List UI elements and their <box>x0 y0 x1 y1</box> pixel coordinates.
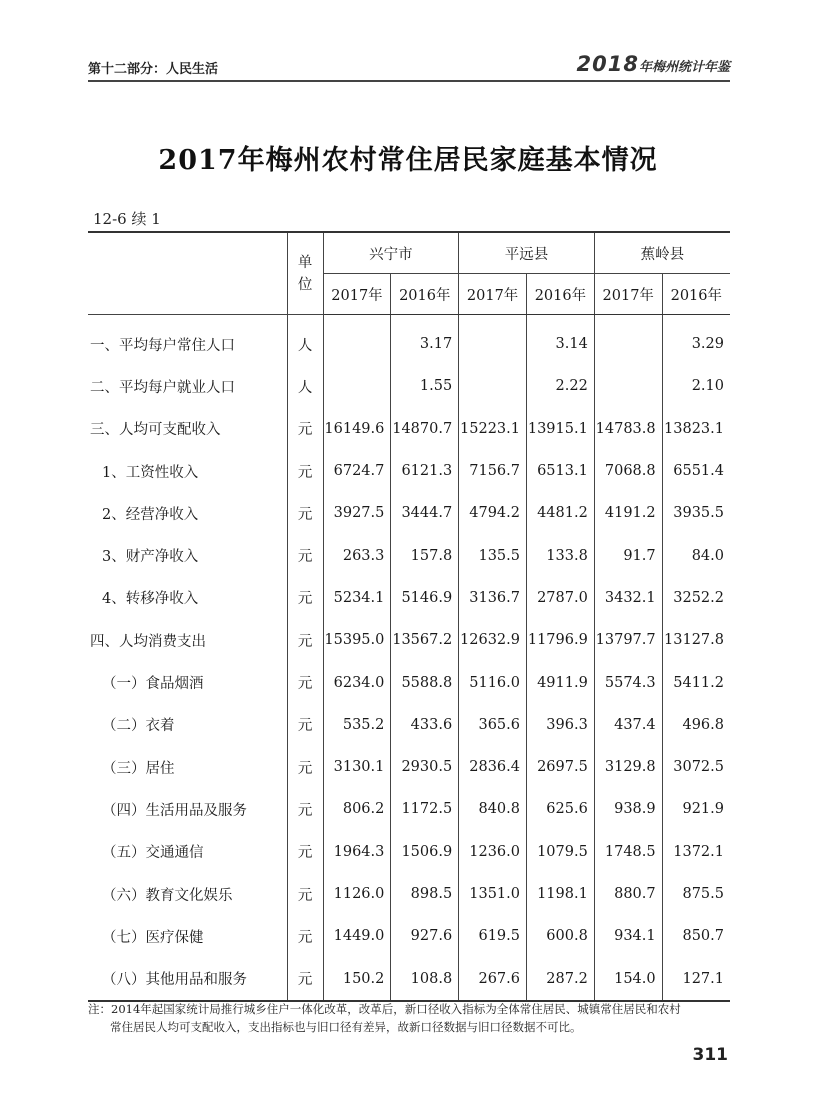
table-row <box>88 408 730 450</box>
value-cell: 927.6 <box>391 915 459 957</box>
unit-header-label: 单 位 <box>297 254 313 293</box>
row-unit: 元 <box>287 577 323 619</box>
value-cell: 1372.1 <box>662 831 730 873</box>
row-unit: 元 <box>287 534 323 576</box>
table-row <box>88 619 730 661</box>
value-cell: 6234.0 <box>323 661 391 703</box>
value-cell: 133.8 <box>527 534 595 576</box>
value-cell: 1506.9 <box>391 831 459 873</box>
region-header: 平远县 <box>459 232 595 274</box>
row-label: （六）教育文化娱乐 <box>102 887 233 904</box>
row-unit: 元 <box>287 831 323 873</box>
table-row <box>88 492 730 534</box>
value-cell: 850.7 <box>662 915 730 957</box>
value-cell: 880.7 <box>594 873 662 915</box>
value-cell: 1172.5 <box>391 788 459 830</box>
value-cell: 84.0 <box>662 534 730 576</box>
row-label: （七）医疗保健 <box>102 929 204 946</box>
value-cell: 496.8 <box>662 704 730 746</box>
value-cell: 5411.2 <box>662 661 730 703</box>
row-unit: 元 <box>287 492 323 534</box>
value-cell: 1351.0 <box>459 873 527 915</box>
value-cell: 154.0 <box>594 957 662 1000</box>
value-cell: 3252.2 <box>662 577 730 619</box>
value-cell: 1236.0 <box>459 831 527 873</box>
value-cell: 14783.8 <box>594 408 662 450</box>
year-header: 2017年 <box>594 274 662 315</box>
value-cell: 91.7 <box>594 534 662 576</box>
value-cell: 15223.1 <box>459 408 527 450</box>
value-cell: 13915.1 <box>527 408 595 450</box>
value-cell: 6513.1 <box>527 450 595 492</box>
value-cell: 2697.5 <box>527 746 595 788</box>
table-row <box>88 788 730 830</box>
value-cell: 11796.9 <box>527 619 595 661</box>
value-cell <box>459 365 527 407</box>
value-cell: 127.1 <box>662 957 730 1000</box>
row-label: 3、财产净收入 <box>102 549 199 566</box>
row-label: 四、人均消费支出 <box>90 633 206 650</box>
value-cell: 5116.0 <box>459 661 527 703</box>
value-cell: 1449.0 <box>323 915 391 957</box>
value-cell: 13127.8 <box>662 619 730 661</box>
row-label: （二）衣着 <box>102 718 175 735</box>
footnote <box>88 1000 733 1036</box>
page-number: 311 <box>692 1045 728 1065</box>
table-row <box>88 315 730 366</box>
value-cell: 263.3 <box>323 534 391 576</box>
value-cell: 6551.4 <box>662 450 730 492</box>
row-unit: 人 <box>287 315 323 366</box>
footnote-line: 注：2014年起国家统计局推行城乡住户一体化改革，改革后，新口径收入指标为全体常住居民、城镇常住居民和农村 <box>88 1002 681 1016</box>
value-cell: 5234.1 <box>323 577 391 619</box>
table-row <box>88 577 730 619</box>
row-label: （一）食品烟酒 <box>102 676 204 693</box>
value-cell: 3.17 <box>391 315 459 366</box>
value-cell: 1964.3 <box>323 831 391 873</box>
running-header <box>88 54 730 82</box>
value-cell: 5588.8 <box>391 661 459 703</box>
row-unit: 元 <box>287 873 323 915</box>
year-header: 2017年 <box>459 274 527 315</box>
table-row <box>88 661 730 703</box>
value-cell: 4911.9 <box>527 661 595 703</box>
table-body <box>88 315 730 1001</box>
value-cell: 1079.5 <box>527 831 595 873</box>
value-cell: 1.55 <box>391 365 459 407</box>
row-unit: 元 <box>287 915 323 957</box>
row-unit: 元 <box>287 619 323 661</box>
value-cell: 365.6 <box>459 704 527 746</box>
value-cell <box>323 315 391 366</box>
value-cell: 3072.5 <box>662 746 730 788</box>
value-cell: 806.2 <box>323 788 391 830</box>
value-cell: 934.1 <box>594 915 662 957</box>
value-cell: 6121.3 <box>391 450 459 492</box>
value-cell: 2787.0 <box>527 577 595 619</box>
value-cell: 12632.9 <box>459 619 527 661</box>
table-row <box>88 746 730 788</box>
yearbook-name: 年梅州统计年鉴 <box>638 60 730 75</box>
value-cell: 840.8 <box>459 788 527 830</box>
value-cell: 3.14 <box>527 315 595 366</box>
value-cell: 938.9 <box>594 788 662 830</box>
value-cell <box>323 365 391 407</box>
row-label: （三）居住 <box>102 760 175 777</box>
value-cell: 4794.2 <box>459 492 527 534</box>
value-cell: 2.22 <box>527 365 595 407</box>
value-cell: 600.8 <box>527 915 595 957</box>
row-unit: 元 <box>287 788 323 830</box>
table-row <box>88 915 730 957</box>
value-cell: 13823.1 <box>662 408 730 450</box>
value-cell: 5574.3 <box>594 661 662 703</box>
value-cell: 7068.8 <box>594 450 662 492</box>
value-cell: 5146.9 <box>391 577 459 619</box>
value-cell <box>459 315 527 366</box>
row-unit: 元 <box>287 450 323 492</box>
value-cell: 898.5 <box>391 873 459 915</box>
row-unit: 元 <box>287 746 323 788</box>
region-header: 兴宁市 <box>323 232 459 274</box>
value-cell: 2.10 <box>662 365 730 407</box>
value-cell: 1748.5 <box>594 831 662 873</box>
value-cell: 6724.7 <box>323 450 391 492</box>
row-label: 一、平均每户常住人口 <box>90 337 235 354</box>
corner-cell <box>88 232 287 315</box>
value-cell <box>594 315 662 366</box>
unit-header <box>287 232 323 315</box>
footnote-line: 常住居民人均可支配收入，支出指标也与旧口径有差异，故新口径数据与旧口径数据不可比。 <box>110 1020 582 1034</box>
value-cell: 4481.2 <box>527 492 595 534</box>
value-cell: 7156.7 <box>459 450 527 492</box>
value-cell: 3444.7 <box>391 492 459 534</box>
table-code: 12-6 续 1 <box>93 210 161 228</box>
value-cell: 2836.4 <box>459 746 527 788</box>
value-cell: 625.6 <box>527 788 595 830</box>
yearbook-year: 2018 <box>576 52 639 76</box>
value-cell: 15395.0 <box>323 619 391 661</box>
year-header: 2016年 <box>662 274 730 315</box>
value-cell: 2930.5 <box>391 746 459 788</box>
value-cell: 437.4 <box>594 704 662 746</box>
value-cell: 108.8 <box>391 957 459 1000</box>
row-label: （五）交通通信 <box>102 845 204 862</box>
value-cell: 287.2 <box>527 957 595 1000</box>
table-row <box>88 831 730 873</box>
value-cell: 535.2 <box>323 704 391 746</box>
table-row <box>88 450 730 492</box>
table-row <box>88 365 730 407</box>
table-row <box>88 873 730 915</box>
year-header: 2017年 <box>323 274 391 315</box>
value-cell: 4191.2 <box>594 492 662 534</box>
value-cell: 1126.0 <box>323 873 391 915</box>
value-cell: 875.5 <box>662 873 730 915</box>
row-unit: 元 <box>287 704 323 746</box>
value-cell: 150.2 <box>323 957 391 1000</box>
value-cell: 267.6 <box>459 957 527 1000</box>
value-cell: 3.29 <box>662 315 730 366</box>
value-cell: 3129.8 <box>594 746 662 788</box>
year-header: 2016年 <box>527 274 595 315</box>
row-label: 2、经营净收入 <box>102 506 199 523</box>
value-cell: 3130.1 <box>323 746 391 788</box>
value-cell: 619.5 <box>459 915 527 957</box>
row-label: 4、转移净收入 <box>102 591 199 608</box>
row-label: 1、工资性收入 <box>102 464 199 481</box>
value-cell: 921.9 <box>662 788 730 830</box>
statistics-table <box>88 231 730 1002</box>
row-unit: 元 <box>287 408 323 450</box>
value-cell: 16149.6 <box>323 408 391 450</box>
section-label: 第十二部分：人民生活 <box>88 62 219 77</box>
value-cell <box>594 365 662 407</box>
row-label: （四）生活用品及服务 <box>102 802 247 819</box>
value-cell: 3136.7 <box>459 577 527 619</box>
value-cell: 157.8 <box>391 534 459 576</box>
row-unit: 人 <box>287 365 323 407</box>
value-cell: 1198.1 <box>527 873 595 915</box>
table-row <box>88 957 730 1000</box>
row-unit: 元 <box>287 661 323 703</box>
row-label: （八）其他用品和服务 <box>88 957 287 1000</box>
table-row <box>88 534 730 576</box>
row-label: 二、平均每户就业人口 <box>90 379 235 396</box>
year-header: 2016年 <box>391 274 459 315</box>
value-cell: 135.5 <box>459 534 527 576</box>
value-cell: 3935.5 <box>662 492 730 534</box>
region-header: 蕉岭县 <box>594 232 730 274</box>
value-cell: 13797.7 <box>594 619 662 661</box>
value-cell: 14870.7 <box>391 408 459 450</box>
value-cell: 3432.1 <box>594 577 662 619</box>
row-unit: 元 <box>287 957 323 1000</box>
value-cell: 396.3 <box>527 704 595 746</box>
value-cell: 3927.5 <box>323 492 391 534</box>
value-cell: 13567.2 <box>391 619 459 661</box>
page-title: 2017年梅州农村常住居民家庭基本情况 <box>158 145 658 176</box>
value-cell: 433.6 <box>391 704 459 746</box>
row-label: 三、人均可支配收入 <box>90 422 221 439</box>
yearbook-label <box>577 52 730 76</box>
table-row <box>88 704 730 746</box>
